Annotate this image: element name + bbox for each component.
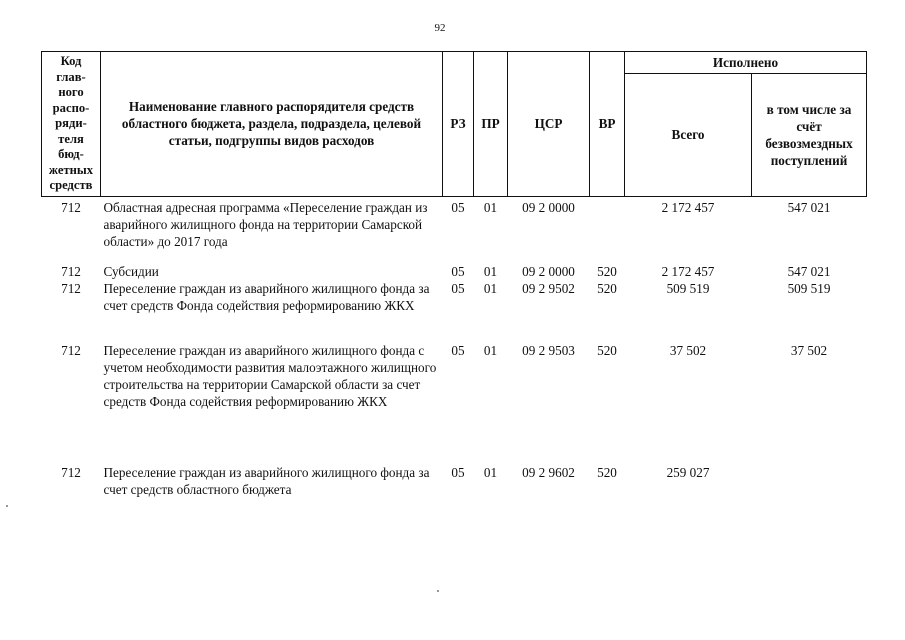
cell-total: 259 027 [666, 465, 710, 480]
header-code-line: ного [58, 85, 84, 99]
cell-free [752, 464, 867, 498]
header-code-line: средств [49, 178, 93, 192]
header-total: Всего [625, 74, 752, 197]
cell-rz: 05 [451, 264, 465, 279]
header-name: Наименование главного распорядителя средств областного бюджета, раздела, подраздела, целевой статьи, подгруппы видов расходов [101, 52, 443, 197]
cell-pr: 01 [483, 281, 498, 296]
cell-total: 37 502 [669, 343, 707, 358]
header-rz: РЗ [443, 52, 474, 197]
table-row [42, 280, 867, 342]
header-code-line: глав- [56, 69, 86, 84]
cell-name: Областная адресная программа «Переселение граждан из аварийного жилищного фонда на территории Самарской области» до 2017 года [103, 199, 428, 249]
table-row [42, 342, 867, 464]
header-code-line: ряди- [55, 116, 87, 130]
header-code-line: распо- [52, 100, 90, 115]
cell-vr: 520 [597, 264, 617, 279]
cell-name: Субсидии [103, 264, 159, 279]
cell-code: 712 [61, 343, 81, 358]
cell-pr: 01 [483, 465, 498, 480]
cell-free: 37 502 [790, 343, 828, 358]
scan-speck [437, 590, 439, 592]
cell-pr: 01 [483, 264, 498, 279]
cell-name: Переселение граждан из аварийного жилищного фонда с учетом необходимости развития малоэтажного жилищного строительства на территории Самарской области за счет средств Фонда содействия реформированию ЖКХ [103, 343, 437, 409]
header-code-line: теля [58, 131, 84, 146]
cell-rz: 05 [451, 343, 465, 358]
cell-code: 712 [61, 465, 81, 480]
header-csr: ЦСР [508, 52, 590, 197]
cell-total: 509 519 [666, 281, 710, 296]
cell-rz: 05 [451, 465, 465, 480]
header-code [42, 52, 101, 197]
cell-pr: 01 [483, 343, 498, 358]
scan-speck [6, 505, 8, 507]
header-code-line: Код [60, 54, 82, 68]
table-body [42, 196, 867, 498]
cell-name: Переселение граждан из аварийного жилищного фонда за счет средств Фонда содействия реформированию ЖКХ [103, 281, 430, 313]
cell-pr: 01 [483, 199, 498, 215]
cell-csr: 09 2 9503 [522, 343, 575, 358]
cell-free: 509 519 [787, 281, 831, 296]
cell-free: 547 021 [787, 264, 831, 279]
header-vr: ВР [590, 52, 625, 197]
page-number: 92 [434, 22, 446, 34]
budget-table [41, 51, 867, 498]
table-header [42, 52, 867, 197]
cell-csr: 09 2 0000 [522, 199, 575, 215]
header-code-line: бюд- [58, 147, 84, 161]
cell-code: 712 [61, 199, 81, 215]
table-row [42, 196, 867, 263]
header-free: в том числе за счёт безвозмездных поступлений [752, 74, 867, 197]
cell-vr: 520 [597, 281, 617, 296]
header-pr: ПР [474, 52, 508, 197]
cell-vr: 520 [597, 465, 617, 480]
cell-name: Переселение граждан из аварийного жилищного фонда за счет средств областного бюджета [103, 465, 430, 497]
table-row [42, 263, 867, 280]
cell-free: 547 021 [787, 199, 831, 215]
cell-total: 2 172 457 [661, 199, 715, 215]
cell-rz: 05 [451, 199, 465, 215]
cell-code: 712 [61, 281, 81, 296]
cell-csr: 09 2 9502 [522, 281, 575, 296]
cell-rz: 05 [451, 281, 465, 296]
cell-vr: 520 [597, 343, 617, 358]
header-executed: Исполнено [625, 52, 867, 74]
header-code-line: жетных [48, 162, 94, 177]
cell-total: 2 172 457 [661, 264, 715, 279]
cell-csr: 09 2 0000 [522, 264, 575, 279]
cell-vr [590, 196, 625, 263]
table-row [42, 464, 867, 498]
cell-csr: 09 2 9602 [522, 465, 575, 480]
cell-code: 712 [61, 264, 81, 279]
